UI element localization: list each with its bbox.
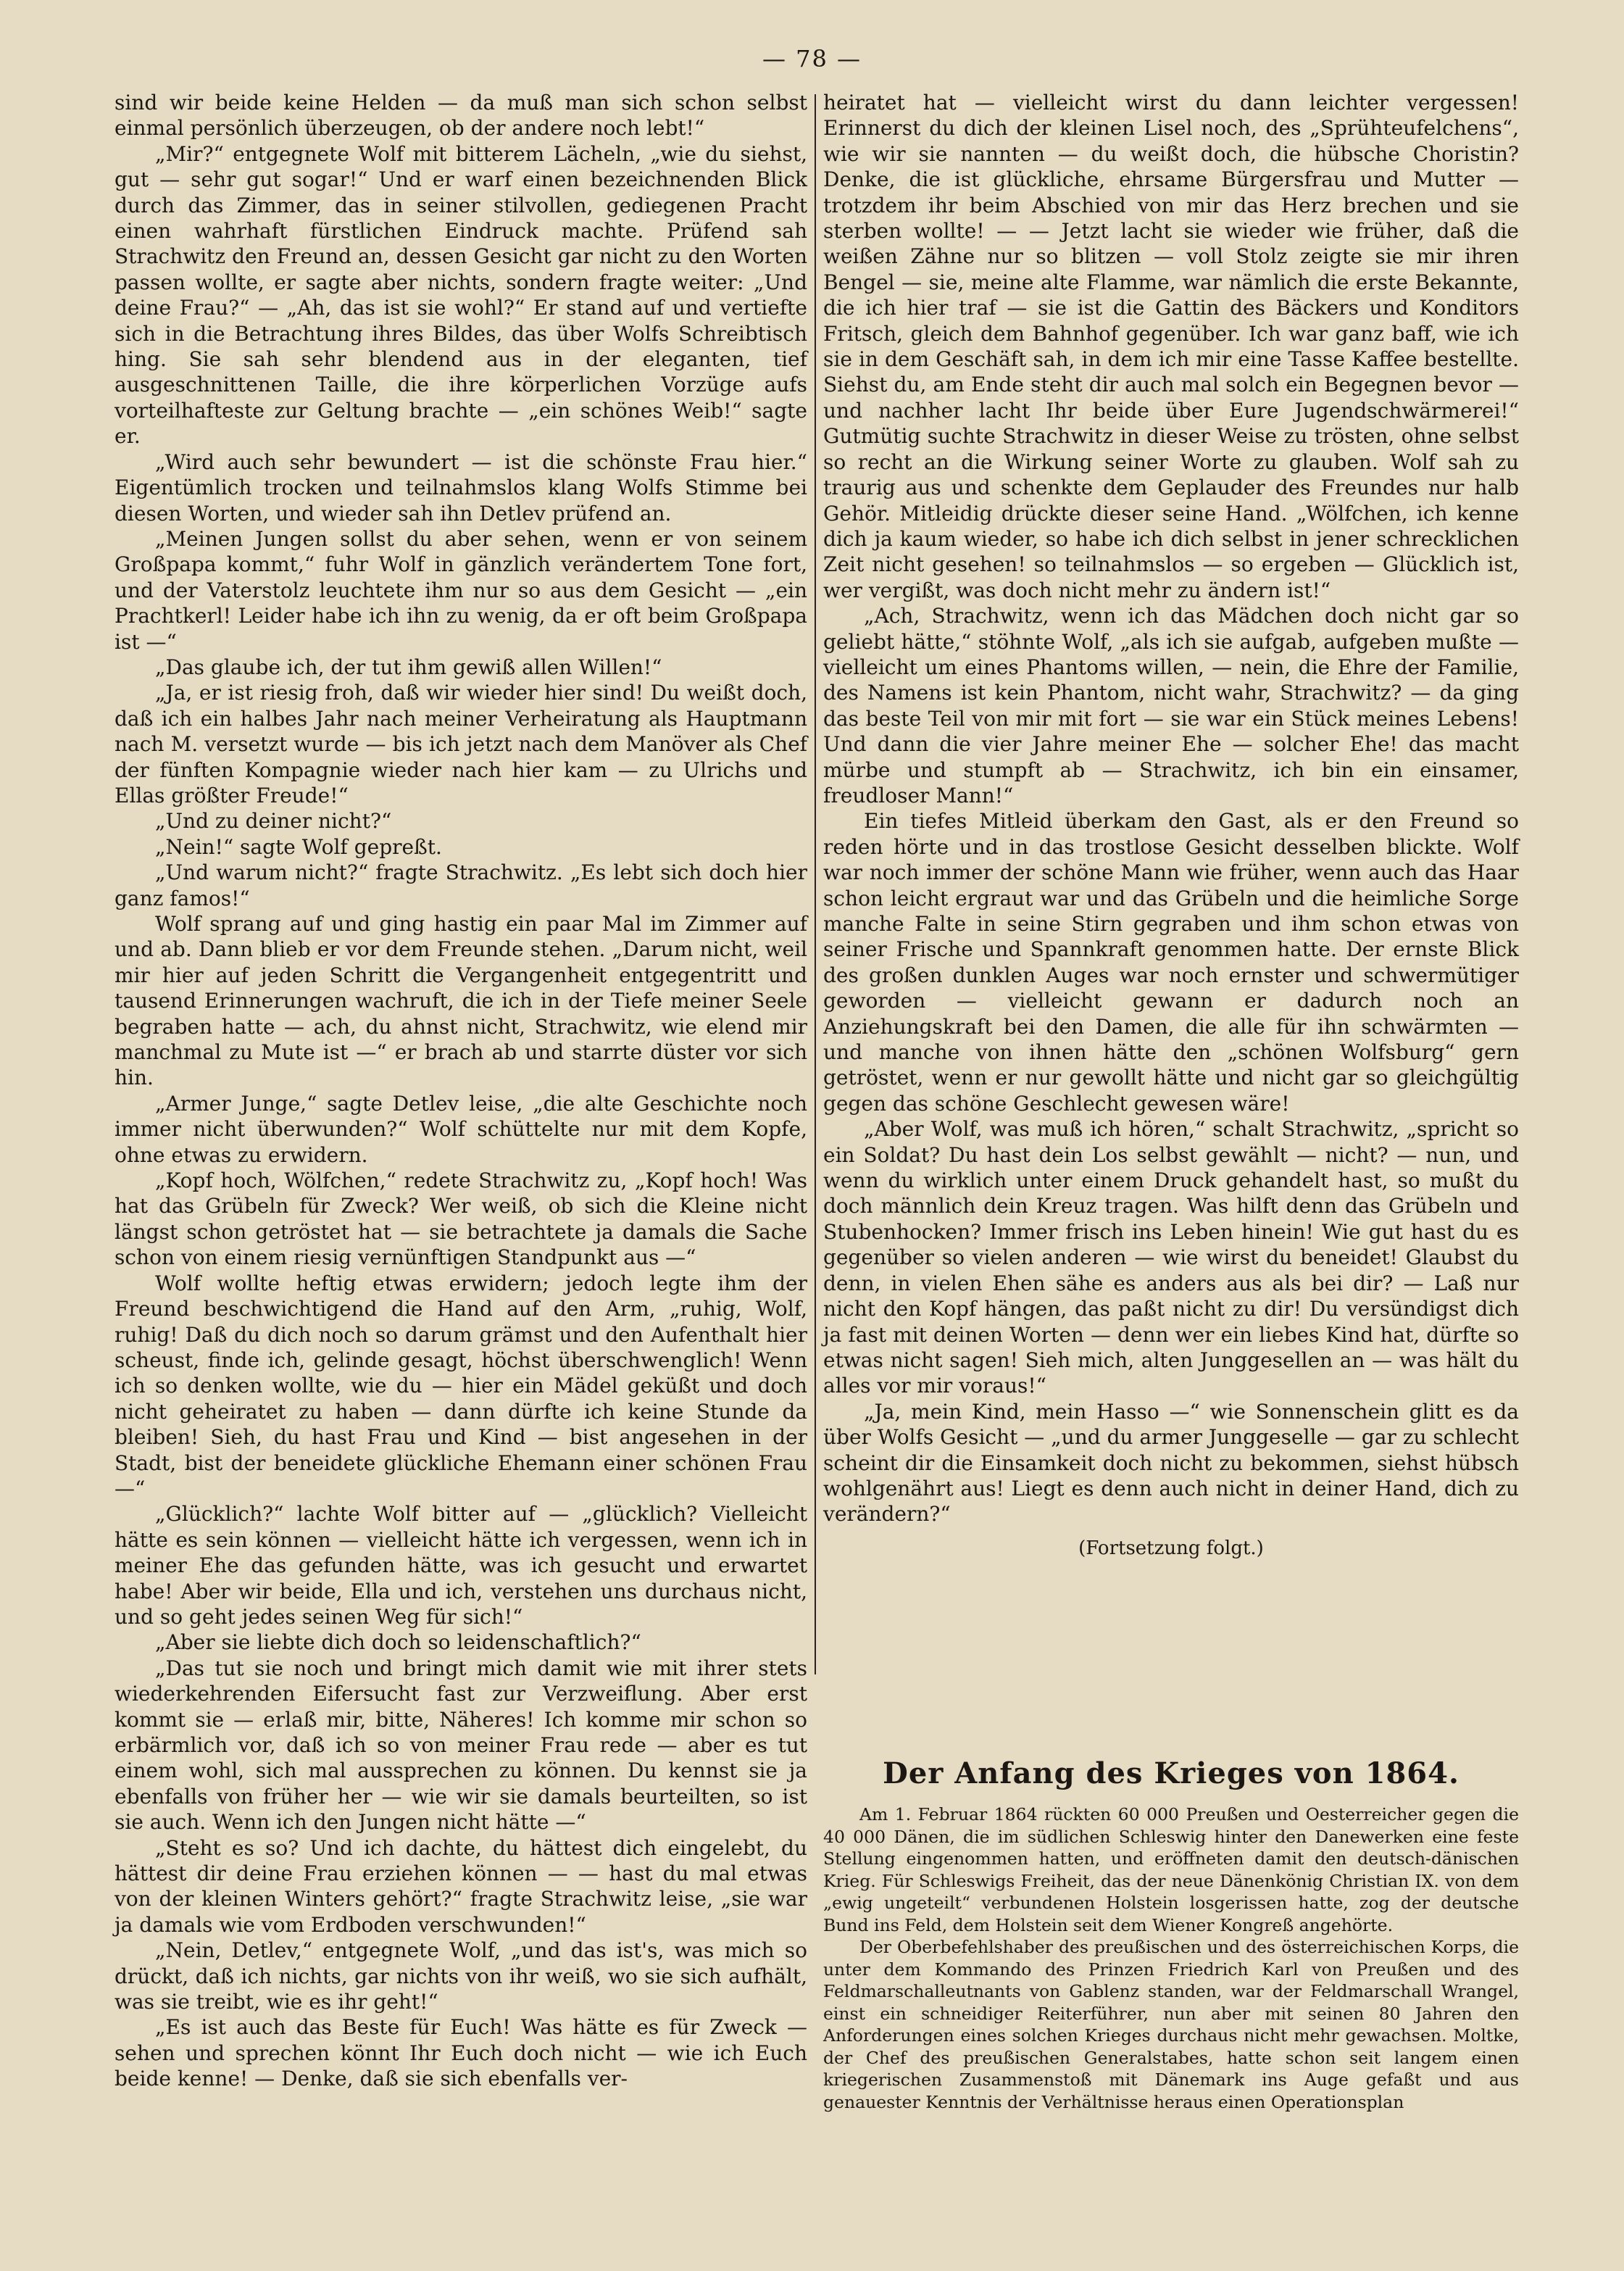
paragraph: „Glücklich?“ lachte Wolf bitter auf — „glücklich? Vielleicht hätte es sein können — vielleicht hätte ich vergessen, wenn ich in meiner Ehe das gefunden hätte, was ich gesucht und erwartet habe! Aber wir beide, Ella und ich, verstehen uns durchaus nicht, und so geht jedes seinen Weg für sich!“ bbox=[114, 1502, 807, 1629]
paragraph: sind wir beide keine Helden — da muß man sich schon selbst einmal persönlich überzeugen, ob der andere noch lebt!“ bbox=[114, 91, 807, 141]
paragraph: „Wird auch sehr bewundert — ist die schönste Frau hier.“ Eigentümlich trocken und teilnahmslos klang Wolfs Stimme bei diesen Worten, und wieder sah ihn Detlev prüfend an. bbox=[114, 449, 807, 526]
paragraph: „Aber sie liebte dich doch so leidenschaftlich?“ bbox=[155, 1630, 641, 1655]
article-paragraph: Am 1. Februar 1864 rückten 60 000 Preußen und Oesterreicher gegen die 40 000 Dänen, die im südlichen Schleswig hinter den Danewerken eine feste Stellung eingenommen hatten, und eröffneten damit den deutsch-dänischen Krieg. Für Schleswigs Freiheit, das der neue Dänenkönig Christian IX. von dem „ewig ungeteilt“ verbundenen Holstein losgerissen hatte, zog der deutsche Bund ins Feld, dem Holstein seit dem Wiener Kongreß angehörte. bbox=[823, 1804, 1519, 1935]
paragraph: „Mir?“ entgegnete Wolf mit bitterem Lächeln, „wie du siehst, gut — sehr gut sogar!“ Und er warf einen bezeichnenden Blick durch das Zimmer, das in seiner stilvollen, gediegenen Pracht einen wahrhaft fürstlichen Eindruck machte. Prüfend sah Strachwitz den Freund an, dessen Gesicht gar nicht zu den Worten passen wollte, er sagte aber nichts, sondern fragte weiter: „Und deine Frau?“ — „Ah, das ist sie wohl?“ Er stand auf und vertiefte sich in die Betrachtung ihres Bildes, das über Wolfs Schreibtisch hing. Sie sah sehr blendend aus in der eleganten, tief ausgeschnittenen Taille, die ihre körperlichen Vorzüge aufs vorteilhafteste zur Geltung brachte — „ein schönes Weib!“ sagte er. bbox=[114, 141, 807, 449]
paragraph: „Armer Junge,“ sagte Detlev leise, „die alte Geschichte noch immer nicht überwunden?“ Wolf schüttelte nur mit dem Kopfe, ohne etwas zu erwidern. bbox=[114, 1091, 807, 1167]
paragraph: „Nein, Detlev,“ entgegnete Wolf, „und das ist's, was mich so drückt, daß ich nichts, gar nichts von ihr weiß, wo sie sich aufhält, was sie treibt, wie es ihr geht!“ bbox=[114, 1938, 807, 2014]
article-body bbox=[823, 1803, 1519, 2113]
paragraph: Ein tiefes Mitleid überkam den Gast, als er den Freund so reden hörte und in das trostlose Gesicht desselben blickte. Wolf war noch immer der schöne Mann wie früher, wenn auch das Haar schon leicht ergraut war und das Grübeln und die heimliche Sorge manche Falte in seine Stirn gegraben und ihm schon etwas von seiner Frische und Spannkraft genommen hatte. Der ernste Blick des großen dunklen Auges war noch ernster und schwermütiger geworden — vielleicht gewann er dadurch noch an Anziehungskraft bei den Damen, die alle für ihn schwärmten — und manche von ihnen hätte den „schönen Wolfsburg“ gern getröstet, wenn er nur gewollt hätte und nicht gar so gleichgültig gegen das schöne Geschlecht gewesen wäre! bbox=[823, 809, 1519, 1116]
paragraph: „Aber Wolf, was muß ich hören,“ schalt Strachwitz, „spricht so ein Soldat? Du hast dein Los selbst gewählt — nicht? — nun, und wenn du wirklich unter einem Druck gehandelt hast, so mußt du doch männlich dein Kreuz tragen. Was hilft denn das Grübeln und Stubenhocken? Immer frisch ins Leben hinein! Wie gut hast du es gegenüber so vielen anderen — wie wirst du beneidet! Glaubst du denn, in vielen Ehen sähe es anders aus als bei dir? — Laß nur nicht den Kopf hängen, das paßt nicht zu dir! Du versündigst dich ja fast mit deinen Worten — denn wer ein liebes Kind hat, dürfte so etwas nicht sagen! Sieh mich, alten Junggesellen an — was hält du alles vor mir voraus!“ bbox=[823, 1117, 1519, 1398]
paragraph: „Es ist auch das Beste für Euch! Was hätte es für Zweck — sehen und sprechen könnt Ihr Euch doch nicht — wie ich Euch beide kenne! — Denke, daß sie sich ebenfalls ver- bbox=[114, 2015, 807, 2091]
column-divider bbox=[815, 94, 816, 1674]
paragraph: „Ja, mein Kind, mein Hasso —“ wie Sonnenschein glitt es da über Wolfs Gesicht — „und du armer Junggeselle — gar zu schlecht scheint dir die Einsamkeit doch nicht zu bekommen, siehst hübsch wohlgenährt aus! Liegt es denn auch nicht in deiner Hand, dich zu verändern?“ bbox=[823, 1399, 1519, 1527]
paragraph: „Und zu deiner nicht?“ bbox=[155, 809, 392, 834]
paragraph: Wolf wollte heftig etwas erwidern; jedoch legte ihm der Freund beschwichtigend die Hand auf den Arm, „ruhig, Wolf, ruhig! Daß du dich noch so darum grämst und den Aufenthalt hier scheust, finde ich, gelinde gesagt, höchst überschwenglich! Wenn ich so denken wollte, wie du — hier ein Mädel geküßt und doch nicht geheiratet zu haben — dann dürfte ich keine Stunde da bleiben! Sieh, du hast Frau und Kind — bist angesehen in der Stadt, bist der beneidete glückliche Ehemann einer schönen Frau —“ bbox=[114, 1271, 807, 1500]
paragraph: „Das glaube ich, der tut ihm gewiß allen Willen!“ bbox=[155, 655, 662, 679]
paragraph: „Steht es so? Und ich dachte, du hättest dich eingelebt, du hättest dir deine Frau erziehen können — — hast du mal etwas von der kleinen Winters gehört?“ fragte Strachwitz leise, „sie war ja damals wie vom Erdboden verschwunden!“ bbox=[114, 1835, 807, 1937]
paragraph: „Das tut sie noch und bringt mich damit wie mit ihrer stets wiederkehrenden Eifersucht fast zur Verzweiflung. Aber erst kommt sie — erlaß mir, bitte, Näheres! Ich komme mir schon so erbärmlich vor, daß ich so von meiner Frau rede — aber es tut einem wohl, sich mal aussprechen zu können. Du kennst sie ja ebenfalls von früher her — wie wir sie damals beurteilten, so ist sie auch. Wenn ich den Jungen nicht hätte —“ bbox=[114, 1656, 807, 1835]
page-number: — 78 — bbox=[762, 45, 862, 72]
paragraph: „Kopf hoch, Wölfchen,“ redete Strachwitz zu, „Kopf hoch! Was hat das Grübeln für Zweck? Wer weiß, ob sich die Kleine nicht längst schon getröstet hat — sie betrachtete ja damals die Sache schon von einem riesig vernünftigen Standpunkt aus —“ bbox=[114, 1168, 807, 1270]
paragraph: „Meinen Jungen sollst du aber sehen, wenn er von seinem Großpapa kommt,“ fuhr Wolf in gänzlich verändertem Tone fort, und der Vaterstolz leuchtete ihm nur so aus dem Gesicht — „ein Prachtkerl! Leider habe ich ihn zu wenig, da er oft beim Großpapa ist —“ bbox=[114, 526, 807, 654]
paragraph: „Ach, Strachwitz, wenn ich das Mädchen doch nicht gar so geliebt hätte,“ stöhnte Wolf, „als ich sie aufgab, aufgeben mußte — vielleicht um eines Phantoms willen, — nein, die Ehre der Familie, des Namens ist kein Phantom, nicht wahr, Strachwitz? — da ging das beste Teil von mir mit fort — sie war ein Stück meines Lebens! Und dann die vier Jahre meiner Ehe — solcher Ehe! das macht mürbe und stumpft ab — Strachwitz, ich bin ein einsamer, freudloser Mann!“ bbox=[823, 604, 1519, 807]
paragraph: „Nein!“ sagte Wolf gepreßt. bbox=[155, 834, 442, 859]
right-column bbox=[823, 90, 1519, 1561]
left-column bbox=[114, 90, 807, 2092]
paragraph: Wolf sprang auf und ging hastig ein paar Mal im Zimmer auf und ab. Dann blieb er vor dem Freunde stehen. „Darum nicht, weil mir hier auf jeden Schritt die Vergangenheit entgegentritt und tausend Erinnerungen wachruft, die ich in der Tiefe meiner Seele begraben hatte — ach, du ahnst nicht, Strachwitz, wie elend mir manchmal zu Mute ist —“ er brach ab und starrte düster vor sich hin. bbox=[114, 912, 807, 1090]
article-title: Der Anfang des Krieges von 1864. bbox=[883, 1756, 1459, 1790]
paragraph: „Und warum nicht?“ fragte Strachwitz. „Es lebt sich doch hier ganz famos!“ bbox=[114, 860, 807, 910]
paragraph: „Ja, er ist riesig froh, daß wir wieder hier sind! Du weißt doch, daß ich ein halbes Jahr nach meiner Verheiratung als Hauptmann nach M. versetzt wurde — bis ich jetzt nach dem Manöver als Chef der fünften Kompagnie wieder nach hier kam — zu Ulrichs und Ellas größter Freude!“ bbox=[114, 681, 807, 807]
paragraph: heiratet hat — vielleicht wirst du dann leichter vergessen! Erinnerst du dich der kleinen Lisel noch, des „Sprühteufelchens“, wie wir sie nannten — du weißt doch, die hübsche Choristin? Denke, die ist glückliche, ehrsame Bürgersfrau und Mutter — trotzdem ihr beim Abschied von mir das Herz brechen und sie sterben wollte! — — Jetzt lacht sie wieder wie früher, daß die weißen Zähne nur so blitzen — voll Stolz zeigte sie mir ihren Bengel — sie, meine alte Flamme, war nämlich die erste Bekannte, die ich hier traf — sie ist die Gattin des Bäckers und Konditors Fritsch, gleich dem Bahnhof gegenüber. Ich war ganz baff, wie ich sie in dem Geschäft sah, in dem ich mir eine Tasse Kaffee bestellte. Siehst du, am Ende steht dir auch mal solch ein Begegnen bevor — und nachher lacht Ihr beide über Eure Jugendschwärmerei!“ Gutmütig suchte Strachwitz in dieser Weise zu trösten, ohne selbst so recht an die Wirkung seiner Worte zu glauben. Wolf sah zu traurig aus und schenkte dem Geplauder des Freundes nur halb Gehör. Mitleidig drückte dieser seine Hand. „Wölfchen, ich kenne dich ja kaum wieder, so habe ich dich selbst in jener schrecklichen Zeit nicht gesehen! so teilnahmslos — so ergeben — Glücklich ist, wer vergißt, was doch nicht mehr zu ändern ist!“ bbox=[823, 91, 1519, 602]
article-paragraph: Der Oberbefehlshaber des preußischen und des österreichischen Korps, die unter dem Kommando des Prinzen Friedrich Karl von Preußen und des Feldmarschalleutnants von Gablenz standen, war der Feldmarschall Wrangel, einst ein schneidiger Reiterführer, nun aber mit seinen 80 Jahren den Anforderungen eines solchen Krieges durchaus nicht mehr gewachsen. Moltke, der Chef des preußischen Generalstabes, hatte schon seit langem einen kriegerischen Zusammenstoß mit Dänemark ins Auge gefaßt und aus genauester Kenntnis der Verhältnisse heraus einen Operationsplan bbox=[823, 1937, 1519, 2112]
continued-note: (Fortsetzung folgt.) bbox=[1078, 1537, 1264, 1559]
